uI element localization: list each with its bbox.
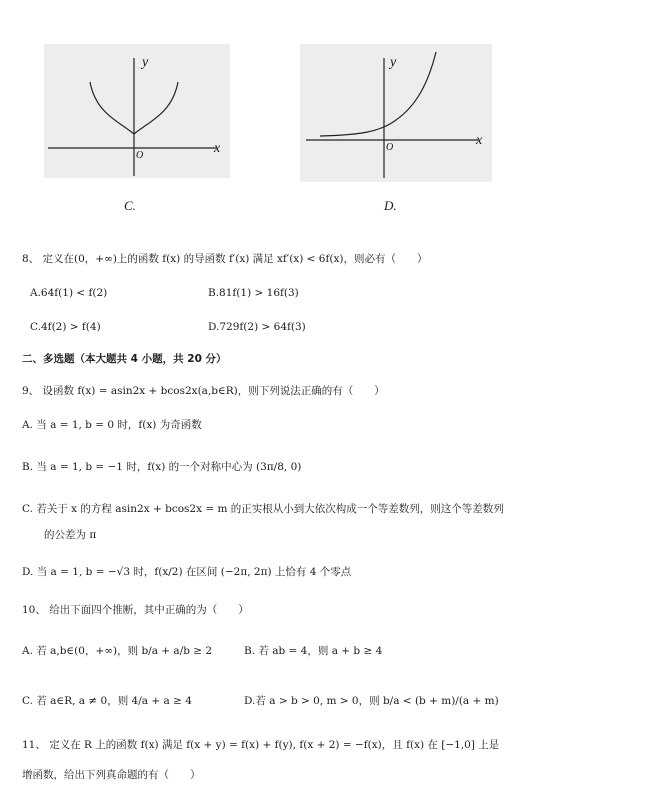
q9-stem: 9、 设函数 f(x) = asin2x + bcos2x(a,b∈R)，则下列说法正确的有（ ） — [22, 385, 385, 397]
q10-option-a: A. 若 a,b∈(0，+∞)，则 b/a + a/b ≥ 2 — [22, 645, 213, 657]
q8-option-b: B.81f(1) > 16f(3) — [208, 287, 299, 299]
q8-option-c: C.4f(2) > f(4) — [30, 321, 101, 333]
graph-d-curve — [320, 52, 436, 136]
q9-option-c-line2: 的公差为 π — [44, 529, 97, 541]
graph-c — [44, 44, 230, 178]
q10-option-d: D.若 a > b > 0, m > 0，则 b/a < (b + m)/(a + m) — [244, 695, 499, 707]
graph-c-origin: O — [136, 150, 144, 161]
graph-c-y-label: y — [142, 55, 149, 70]
q10-option-b: B. 若 ab = 4，则 a + b ≥ 4 — [244, 645, 383, 657]
graph-d — [300, 44, 492, 182]
q8-option-a: A.64f(1) < f(2) — [30, 287, 108, 299]
q9-option-c-line1: C. 若关于 x 的方程 asin2x + bcos2x = m 的正实根从小到大依次构成一个等差数列，则这个等差数列 — [22, 503, 504, 515]
q9-option-d: D. 当 a = 1, b = −√3 时，f(x/2) 在区间 (−2π, 2π) 上恰有 4 个零点 — [22, 566, 352, 578]
graph-c-x-label: x — [214, 141, 221, 156]
graph-c-svg — [44, 44, 230, 178]
q11-line2: 增函数，给出下列真命题的有（ ） — [22, 769, 201, 781]
q8-stem: 8、 定义在(0，+∞)上的函数 f(x) 的导函数 f′(x) 满足 xf′(x) < 6f(x)，则必有（ ） — [22, 253, 428, 265]
section-2-heading: 二、多选题（本大题共 4 小题，共 20 分） — [22, 353, 227, 365]
graph-d-caption: D. — [384, 198, 397, 213]
q9-option-a: A. 当 a = 1, b = 0 时，f(x) 为奇函数 — [22, 419, 202, 431]
graph-d-svg — [300, 44, 492, 182]
q9-option-b: B. 当 a = 1, b = −1 时，f(x) 的一个对称中心为 (3π/8, 0) — [22, 461, 302, 473]
q8-option-d: D.729f(2) > 64f(3) — [208, 321, 306, 333]
graph-c-caption: C. — [124, 198, 136, 213]
graph-d-origin: O — [386, 142, 394, 153]
graph-d-x-label: x — [476, 133, 483, 148]
q10-option-c: C. 若 a∈R, a ≠ 0，则 4/a + a ≥ 4 — [22, 695, 192, 707]
q10-stem: 10、 给出下面四个推断，其中正确的为（ ） — [22, 604, 249, 616]
graph-d-y-label: y — [390, 55, 397, 70]
q11-line1: 11、 定义在 R 上的函数 f(x) 满足 f(x + y) = f(x) + f(y), f(x + 2) = −f(x)，且 f(x) 在 [−1,0] 上是 — [22, 739, 500, 751]
